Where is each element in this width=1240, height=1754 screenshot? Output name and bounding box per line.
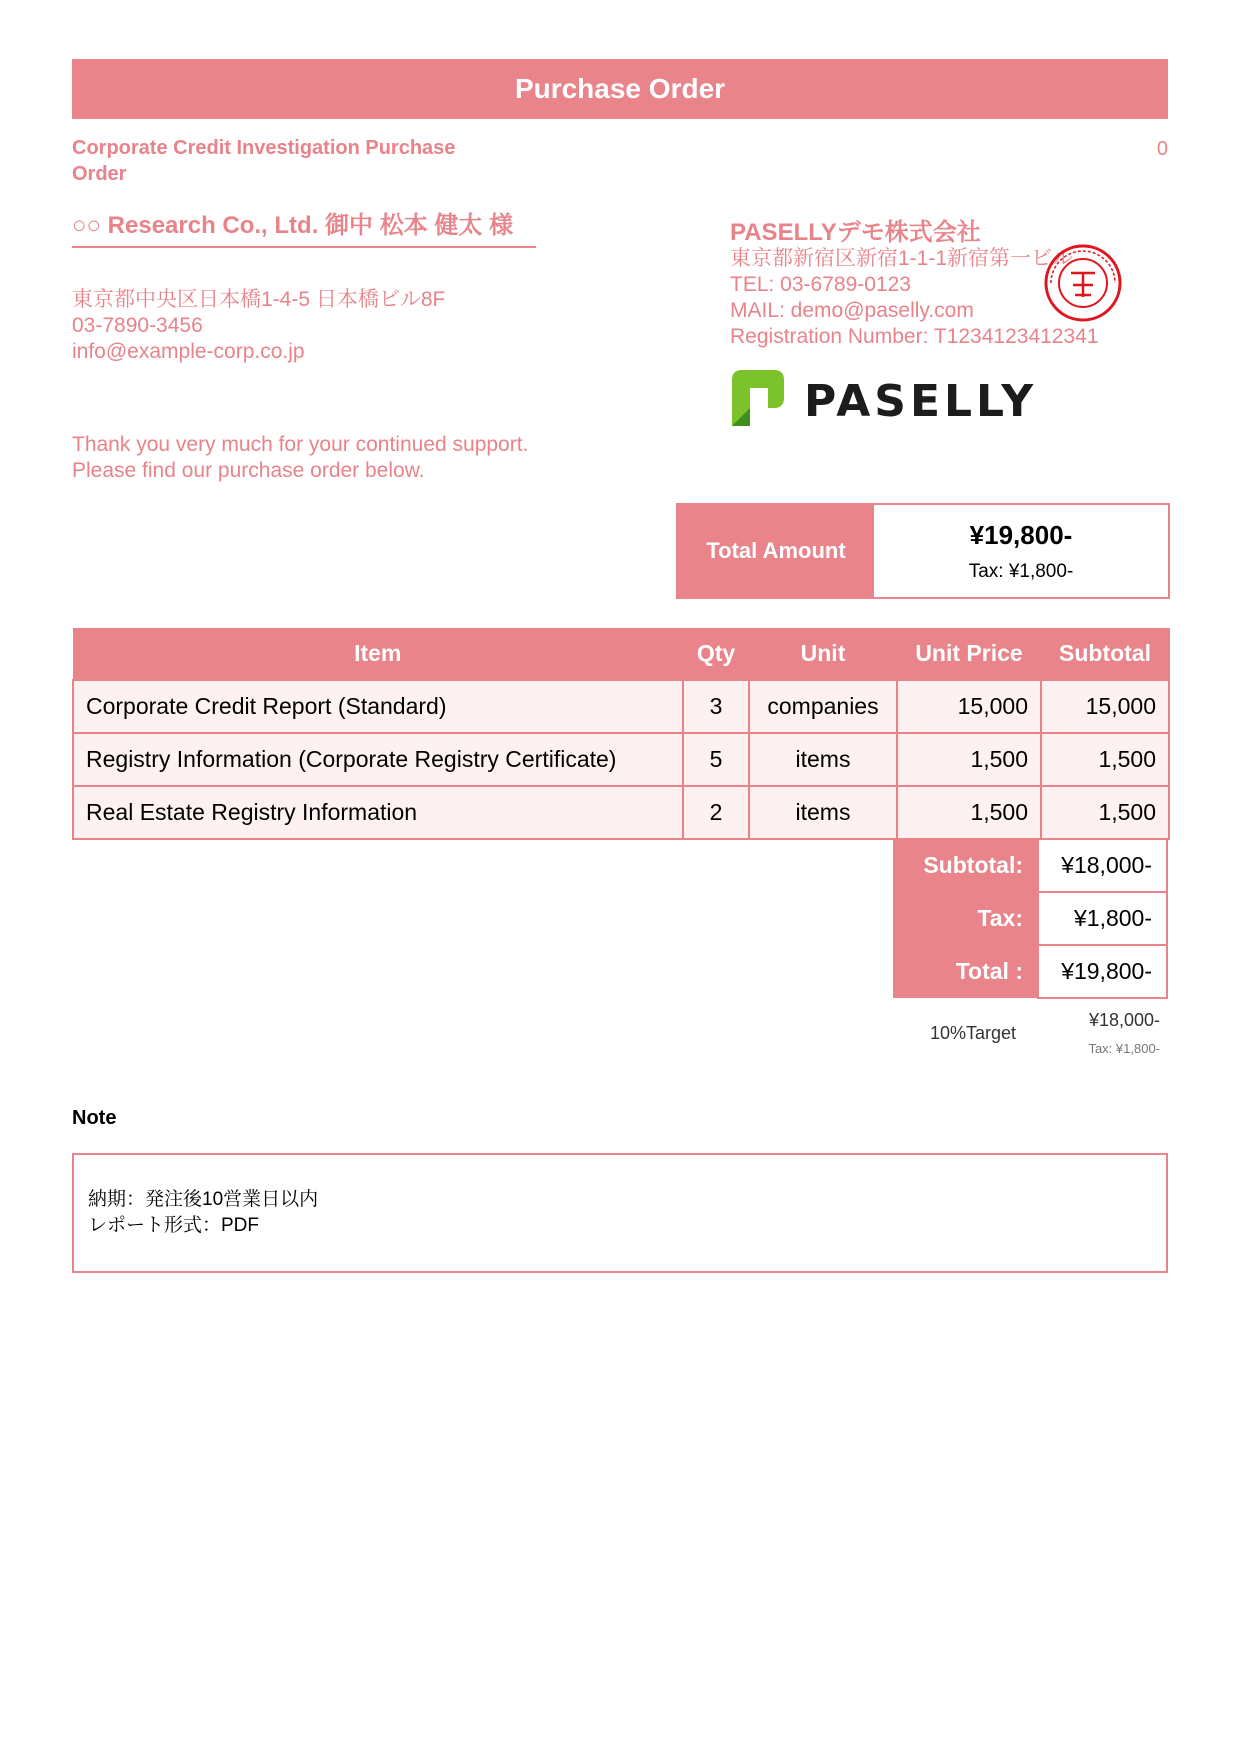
- issuer-company-name: PASELLYデモ株式会社: [730, 219, 981, 246]
- tax-target-label: 10%Target: [930, 1023, 1017, 1043]
- document-title: Purchase Order: [72, 59, 1168, 119]
- greeting-line-1: Thank you very much for your continued support.: [72, 433, 529, 456]
- header-unit: Unit: [749, 628, 897, 680]
- summary-subtotal-label: Subtotal:: [893, 839, 1038, 892]
- total-amount-box: [676, 503, 1170, 599]
- items-table: [72, 628, 1170, 840]
- issuer-address: 東京都新宿区新宿1-1-1新宿第一ビル: [730, 247, 1074, 270]
- summary-total-label: Total :: [893, 945, 1038, 998]
- item-unit: items: [749, 786, 897, 839]
- item-unit: items: [749, 733, 897, 786]
- item-subtotal: 15,000: [1041, 680, 1169, 733]
- header-item: Item: [73, 628, 683, 680]
- total-amount-label: Total Amount: [678, 505, 874, 597]
- summary-total-value: ¥19,800-: [1038, 945, 1167, 998]
- recipient-email: info@example-corp.co.jp: [72, 340, 305, 363]
- greeting-line-2: Please find our purchase order below.: [72, 459, 425, 482]
- item-unit-price: 1,500: [897, 786, 1041, 839]
- item-name: Registry Information (Corporate Registry Certificate): [73, 733, 683, 786]
- item-unit: companies: [749, 680, 897, 733]
- table-row: [73, 786, 1169, 839]
- tax-target-amount: ¥18,000-: [1088, 1010, 1160, 1030]
- items-table-header: [73, 628, 1169, 680]
- paselly-logo: [730, 368, 1060, 428]
- summary-tax-value: ¥1,800-: [1038, 892, 1167, 945]
- note-box: 納期：発注後10営業日以内 レポート形式：PDF: [72, 1153, 1168, 1273]
- item-subtotal: 1,500: [1041, 733, 1169, 786]
- document-number: 0: [1156, 138, 1168, 160]
- item-qty: 5: [683, 733, 749, 786]
- recipient-phone: 03-7890-3456: [72, 314, 203, 337]
- item-name: Real Estate Registry Information: [73, 786, 683, 839]
- company-seal-stamp: [1043, 243, 1123, 323]
- item-qty: 3: [683, 680, 749, 733]
- item-unit-price: 15,000: [897, 680, 1041, 733]
- document-subtitle: Corporate Credit Investigation Purchase Order: [72, 137, 456, 185]
- summary-total-row: [893, 945, 1167, 998]
- logo-wordmark: PASELLY: [804, 376, 1038, 427]
- header-unit-price: Unit Price: [897, 628, 1041, 680]
- issuer-tel: TEL: 03-6789-0123: [730, 273, 911, 296]
- recipient-info: [72, 287, 445, 365]
- total-amount-value-cell: [874, 505, 1168, 597]
- item-qty: 2: [683, 786, 749, 839]
- item-name: Corporate Credit Report (Standard): [73, 680, 683, 733]
- summary-subtotal-row: [893, 839, 1167, 892]
- summary-subtotal-value: ¥18,000-: [1038, 839, 1167, 892]
- summary-tax-label: Tax:: [893, 892, 1038, 945]
- summary-tax-row: [893, 892, 1167, 945]
- total-amount-tax: Tax: ¥1,800-: [968, 560, 1074, 582]
- item-unit-price: 1,500: [897, 733, 1041, 786]
- table-row: [73, 680, 1169, 733]
- issuer-mail: MAIL: demo@paselly.com: [730, 299, 974, 322]
- table-row: [73, 733, 1169, 786]
- total-amount-value: ¥19,800-: [969, 519, 1073, 550]
- issuer-registration: Registration Number: T1234123412341: [730, 325, 1099, 348]
- recipient-address: 東京都中央区日本橋1-4-5 日本橋ビル8F: [72, 288, 446, 311]
- header-qty: Qty: [683, 628, 749, 680]
- header-subtotal: Subtotal: [1041, 628, 1169, 680]
- item-subtotal: 1,500: [1041, 786, 1169, 839]
- recipient-name: ○○ Research Co., Ltd. 御中 松本 健太 様: [72, 212, 536, 248]
- tax-target-tax: Tax: ¥1,800-: [1088, 1041, 1160, 1056]
- note-label: Note: [72, 1107, 117, 1129]
- greeting-message: [72, 432, 528, 484]
- summary-table: [893, 838, 1168, 999]
